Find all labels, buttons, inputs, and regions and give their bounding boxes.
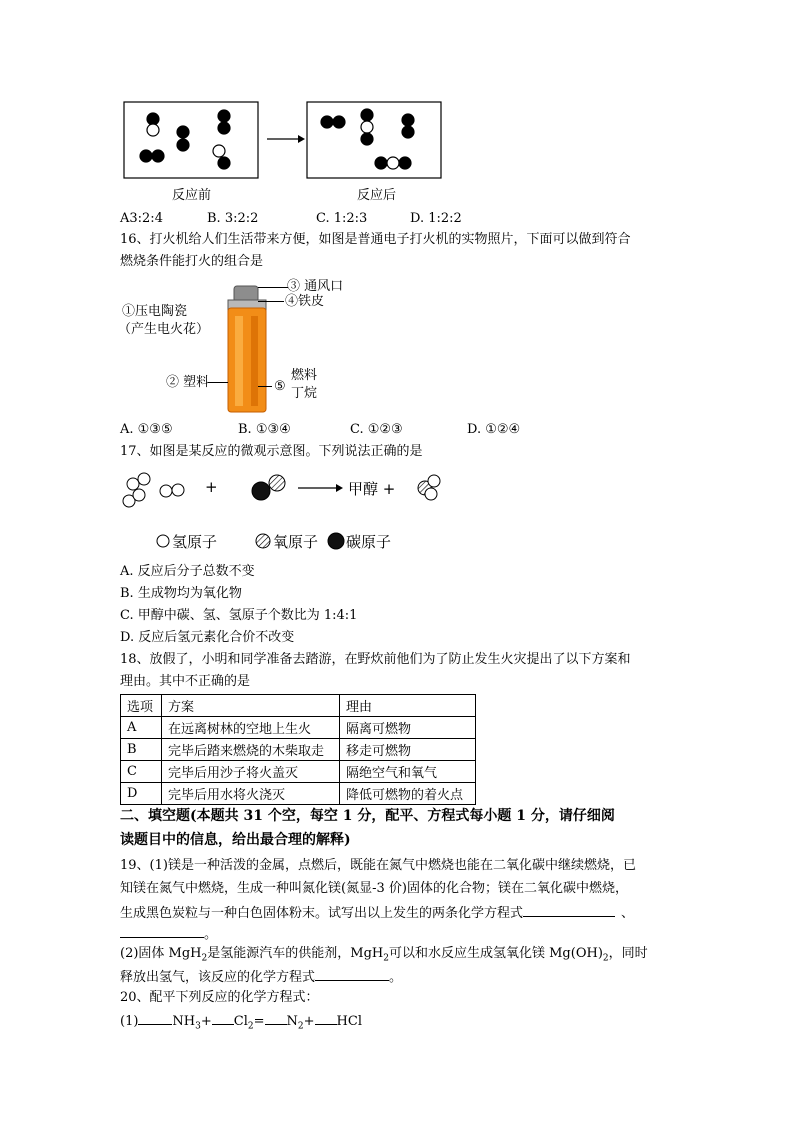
q17-option-c[interactable]: C. 甲醇中碳、氢、氢原子个数比为 1:4:1 [120,608,358,623]
table-cell: 在远离树林的空地上生火 [162,717,340,739]
plus: + [303,1014,315,1029]
after-box [307,102,441,178]
table-cell: B [121,739,162,761]
q19-p1-line3 [120,904,634,922]
table-row[interactable] [121,717,476,739]
q19-p2-line1 [120,946,648,967]
q19-p1-line1: 19、(1)镁是一种活泼的金属，点燃后，既能在氮气中燃烧也能在二氧化碳中继续燃烧，已 [120,858,636,873]
section-heading-line2: 读题目中的信息，给出最合理的解释) [120,832,351,848]
q16-option-b[interactable]: B. ①③④ [238,422,291,437]
lighter-label-4: ④铁皮 [285,294,325,309]
q17-stem: 17、如图是某反应的微观示意图。下列说法正确的是 [120,444,423,459]
eq-prefix: (1) [120,1014,139,1029]
lighter-label-5b: 丁烷 [291,386,318,401]
q20-stem: 20、配平下列反应的化学方程式： [120,990,319,1005]
table-cell: C [121,761,162,783]
lighter-label-2: ② 塑料 [166,375,210,390]
period: 。 [204,927,218,942]
after-label: 反应后 [357,188,397,203]
table-row[interactable] [121,739,476,761]
coef-blank-1[interactable] [138,1012,172,1025]
q17-product: 甲醇 + [348,480,396,498]
q16-option-d[interactable]: D. ①②④ [467,422,521,437]
subscript: 2 [297,1021,304,1032]
hydrogen-molecules [123,473,184,507]
coef-blank-2[interactable] [212,1012,234,1025]
q19-p2-line2-text: 释放出氢气，该反应的化学方程式 [120,970,316,985]
table-cell: 隔绝空气和氧气 [340,761,476,783]
table-cell: 完毕后用沙子将火盖灭 [162,761,340,783]
table-cell: D [121,783,162,805]
formula-nh3: NH [172,1014,196,1029]
table-header: 理由 [340,695,476,717]
q19-p1-line3-text: 生成黑色炭粒与一种白色固体粉末。试写出以上发生的两条化学方程式 [120,906,524,921]
subscript: 3 [195,1021,201,1032]
q15-reaction-diagram [120,98,450,188]
table-cell: 隔离可燃物 [340,717,476,739]
table-cell: 移走可燃物 [340,739,476,761]
q17-option-a[interactable]: A. 反应后分子总数不变 [120,564,255,579]
lighter-label-3: ③ 通风口 [287,279,344,294]
coef-blank-4[interactable] [315,1012,337,1025]
subscript: 2 [383,953,389,964]
after-molecules [321,109,414,169]
q17-option-b[interactable]: B. 生成物均为氧化物 [120,586,242,601]
before-box [124,102,258,178]
q19-p2-text-c: 可以和水反应生成氢氧化镁 Mg(OH) [388,946,603,961]
answer-blank-2[interactable] [120,925,204,938]
table-cell: 完毕后踏来燃烧的木柴取走 [162,739,340,761]
lighter-label-1b: （产生电火花） [118,322,210,337]
q16-stem-line2: 燃烧条件能打火的组合是 [120,254,264,269]
q19-p2-text-b: 是氢能源汽车的供能剂，MgH [207,946,384,961]
section-heading-line1: 二、填空题(本题共 31 个空，每空 1 分，配平、方程式每小题 1 分，请仔细阅 [120,808,615,824]
q20-equation-1 [120,1012,362,1035]
q17-option-d[interactable]: D. 反应后氢元素化合价不改变 [120,630,295,645]
q19-p1-line4 [120,925,217,943]
table-header: 选项 [121,695,162,717]
q15-option-b[interactable]: B. 3:2:2 [207,211,259,226]
table-cell: 降低可燃物的着火点 [340,783,476,805]
equals: = [253,1014,265,1029]
q18-options-table [120,694,476,805]
coef-blank-3[interactable] [265,1012,287,1025]
q18-stem-line2: 理由。其中不正确的是 [120,674,251,689]
q15-option-a[interactable]: A3:2:4 [120,211,163,226]
table-header-row [121,695,476,717]
legend-carbon: 碳原子 [346,533,392,551]
subscript: 2 [602,953,609,964]
q15-option-c[interactable]: C. 1:2:3 [316,211,368,226]
formula-cl2: Cl [233,1014,248,1029]
answer-blank-1[interactable] [523,904,615,917]
legend-hydrogen: 氢原子 [172,533,218,551]
q19-p2-line2 [120,968,402,986]
answer-blank-3[interactable] [315,968,389,981]
product-molecule [418,475,440,500]
table-row[interactable] [121,783,476,805]
period: 。 [389,970,403,985]
lighter-label-1a: ①压电陶瓷 [122,304,188,319]
q16-stem-line1: 16、打火机给人们生活带来方便，如图是普通电子打火机的实物照片，下面可以做到符合 [120,232,631,247]
table-header: 方案 [162,695,340,717]
q16-option-c[interactable]: C. ①②③ [350,422,403,437]
lighter-label-5a: 燃料 [291,368,318,383]
plus: + [200,1014,212,1029]
formula-hcl: HCl [336,1014,362,1029]
q19-p2-text-a: (2)固体 MgH [120,946,202,961]
q17-plus: + [205,478,218,496]
table-cell: A [121,717,162,739]
q15-option-d[interactable]: D. 1:2:2 [410,211,462,226]
table-row[interactable] [121,761,476,783]
formula-n2: N [286,1014,298,1029]
before-molecules [140,110,230,169]
co-molecule [252,475,285,500]
q18-stem-line1: 18、放假了，小明和同学准备去踏游，在野炊前他们为了防止发生火灾提出了以下方案和 [120,652,631,667]
legend-oxygen: 氧原子 [273,533,319,551]
lighter-label-5-num: ⑤ [274,379,286,394]
subscript: 2 [247,1021,254,1032]
separator: 、 [621,906,635,921]
before-label: 反应前 [172,188,212,203]
q19-p1-line2: 知镁在氮气中燃烧，生成一种叫氮化镁(氮显-3 价)固体的化合物；镁在二氧化碳中燃烧， [120,881,628,896]
q16-option-a[interactable]: A. ①③⑤ [120,422,173,437]
table-cell: 完毕后用水将火浇灭 [162,783,340,805]
subscript: 2 [201,953,208,964]
q19-p2-text-d: ，同时 [608,946,648,961]
